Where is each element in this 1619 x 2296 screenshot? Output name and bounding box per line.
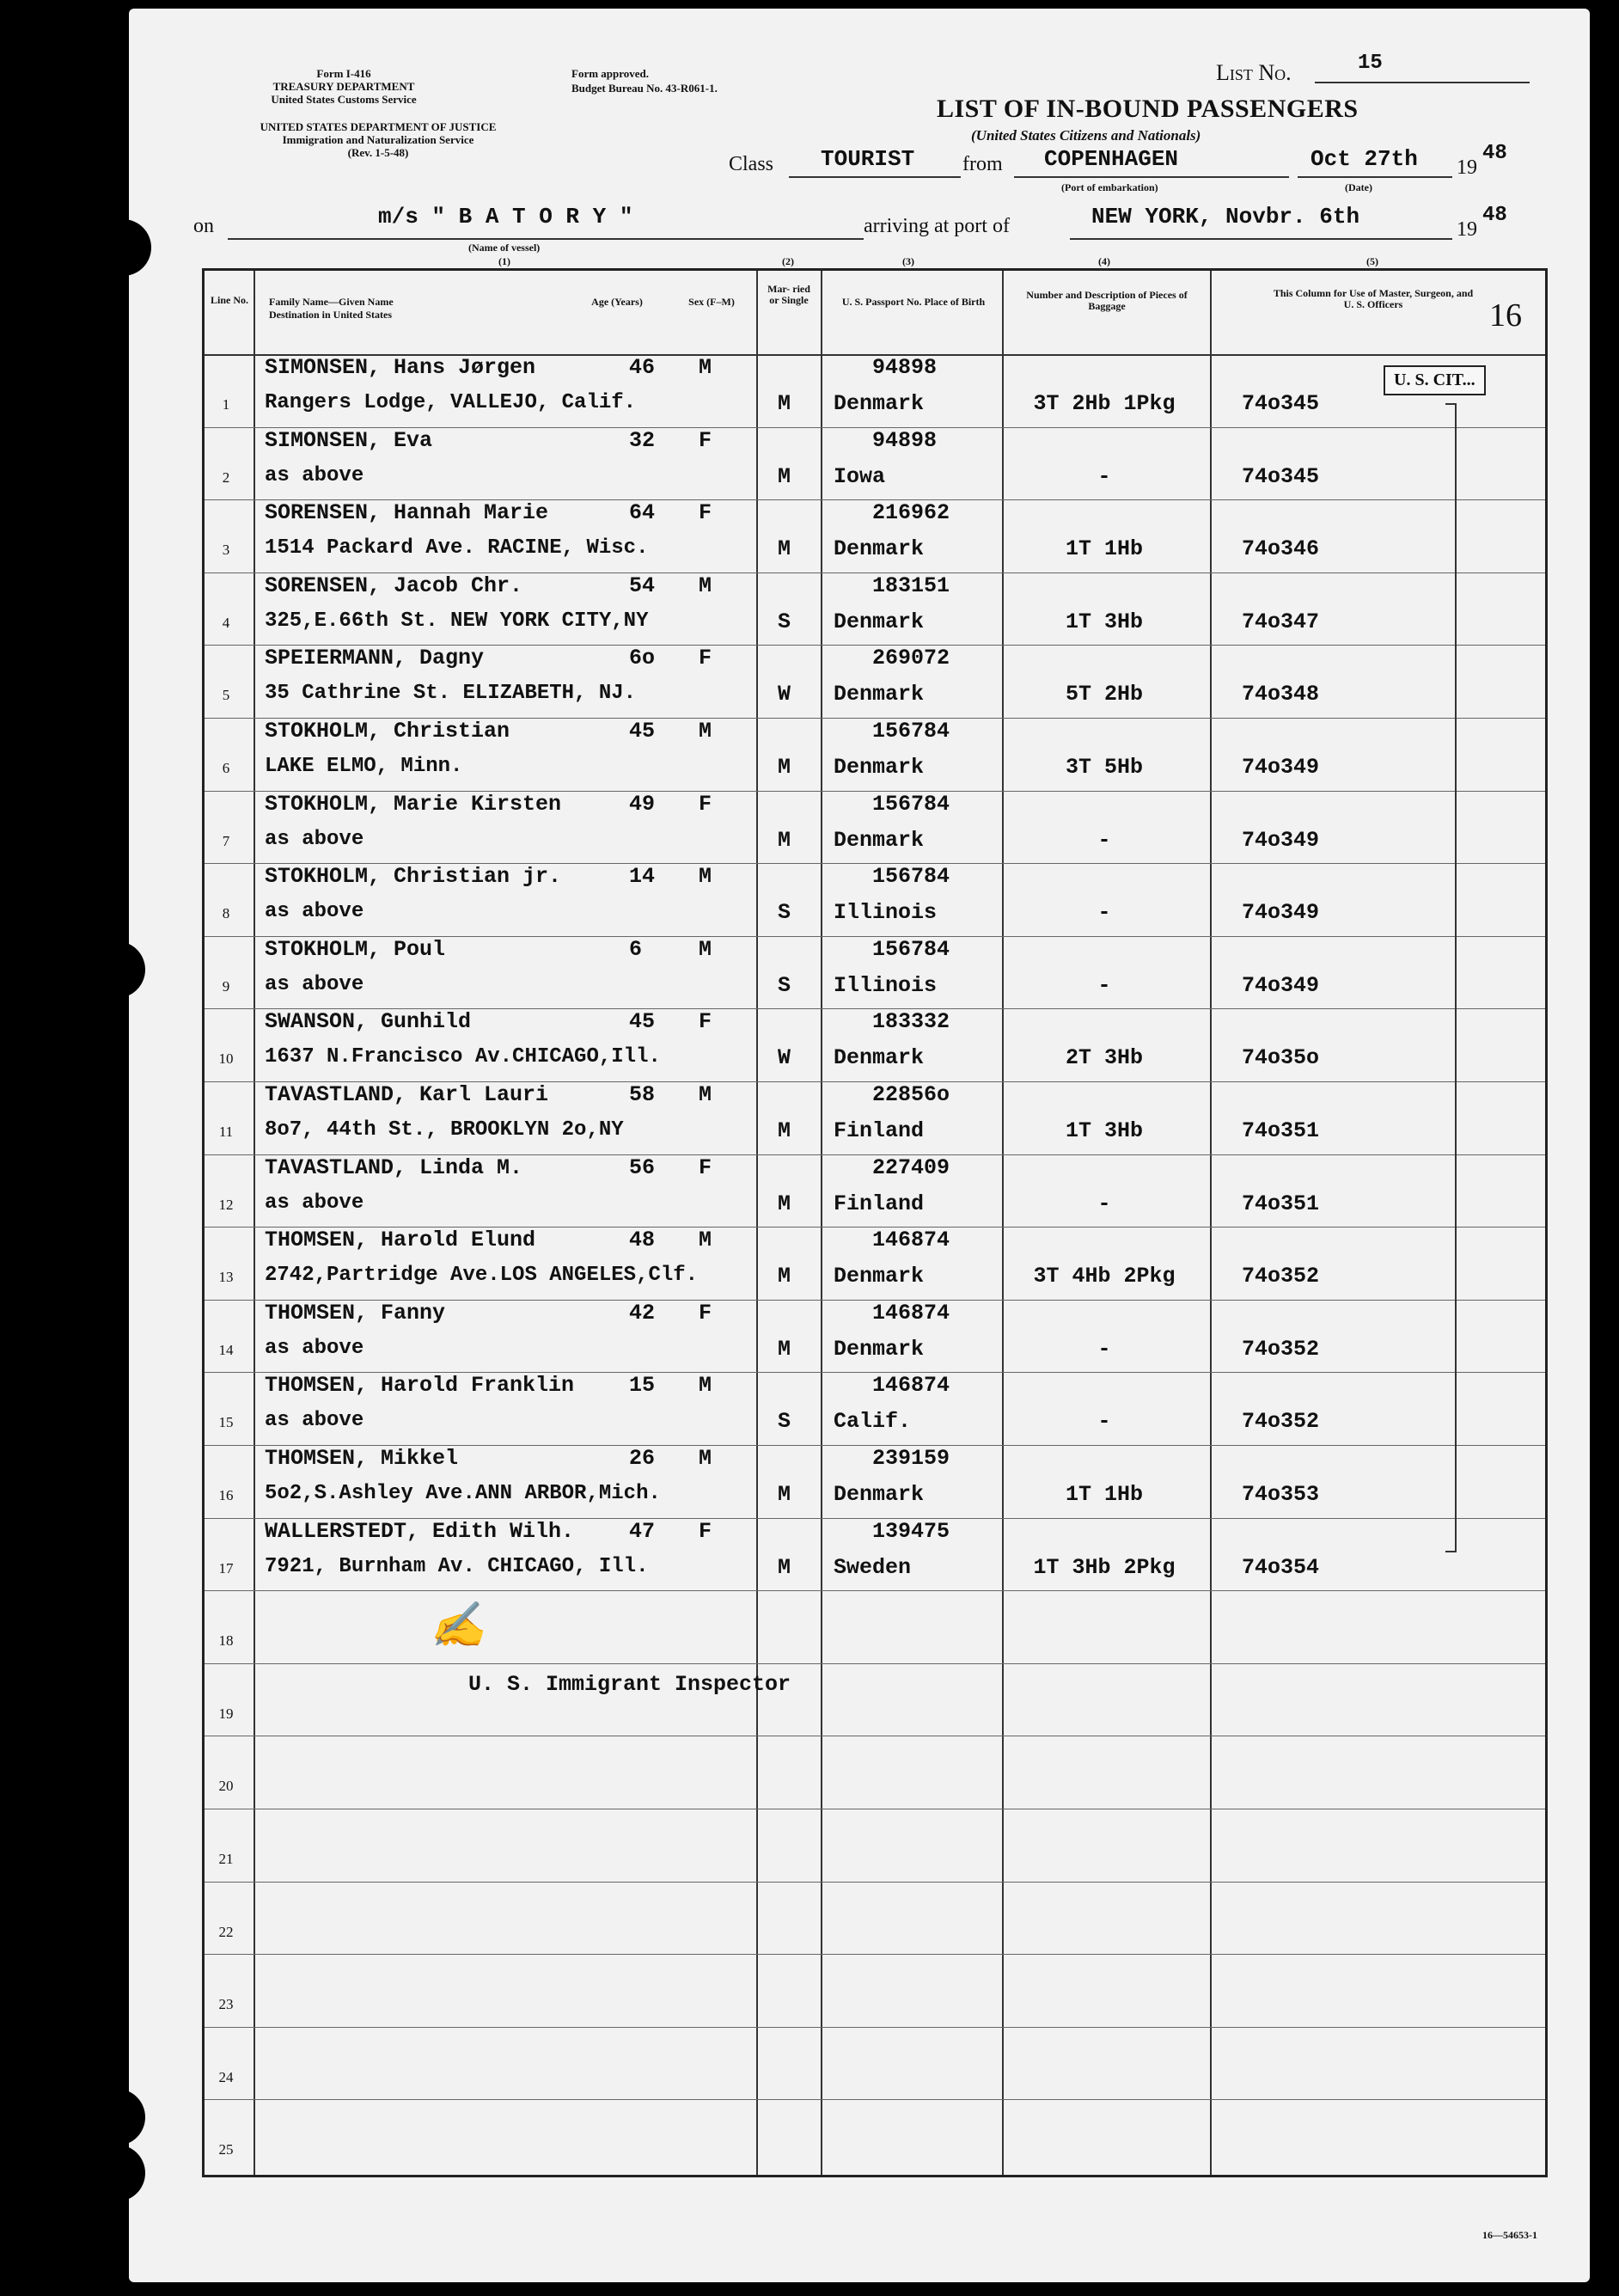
officer-code: 74o349: [1242, 827, 1320, 853]
line-number: 2: [222, 468, 230, 486]
officer-code: 74o352: [1242, 1409, 1320, 1435]
document-title: LIST OF IN-BOUND PASSENGERS: [937, 95, 1359, 123]
destination: 35 Cathrine St. ELIZABETH, NJ.: [265, 682, 637, 706]
marital-status: M: [778, 1264, 791, 1289]
marital-status: M: [778, 827, 791, 853]
marital-status: S: [778, 1409, 791, 1435]
line-number: 21: [218, 1851, 234, 1867]
baggage: 1T 1Hb: [1065, 536, 1143, 562]
marital-status: M: [778, 536, 791, 562]
officer-code: 74o345: [1242, 463, 1320, 489]
baggage: -: [1097, 463, 1111, 489]
year-prefix: 19: [1457, 156, 1477, 179]
marital-status: S: [778, 972, 791, 998]
officer-code: 74o349: [1242, 972, 1320, 998]
header-passport: U. S. Passport No. Place of Birth: [841, 296, 986, 308]
document-subtitle: (United States Citizens and Nationals): [971, 127, 1201, 144]
date-caption: (Date): [1345, 181, 1372, 193]
passport-number: 94898: [872, 427, 938, 453]
passenger-name: THOMSEN, Harold Franklin: [265, 1373, 575, 1399]
place-of-birth: Finland: [834, 1191, 925, 1216]
marital-status: M: [778, 1482, 791, 1507]
place-of-birth: Denmark: [834, 1264, 925, 1289]
line-number: 15: [218, 1414, 234, 1431]
place-of-birth: Illinois: [834, 900, 938, 926]
place-of-birth: Denmark: [834, 755, 925, 780]
officer-code: 74o345: [1242, 391, 1320, 416]
destination: as above: [265, 463, 364, 487]
inspector-signature: ✍: [430, 1600, 486, 1651]
place-of-birth: Denmark: [834, 1336, 925, 1362]
from-label: from: [962, 153, 1003, 175]
footer-code: 16—54653-1: [1482, 2229, 1537, 2241]
destination: as above: [265, 900, 364, 924]
passenger-age: 58: [629, 1082, 656, 1107]
baggage: -: [1097, 900, 1111, 926]
header-destination: Destination in United States: [269, 309, 393, 321]
col-4-number: (4): [1098, 255, 1110, 267]
passenger-sex: F: [699, 1518, 712, 1544]
passport-number: 156784: [872, 936, 950, 962]
marital-status: S: [778, 609, 791, 634]
passenger-name: STOKHOLM, Christian: [265, 719, 510, 744]
line-number: 1: [222, 396, 230, 413]
punch-hole: [89, 2089, 145, 2146]
passenger-age: 45: [629, 1009, 656, 1035]
line-number: 20: [218, 1778, 234, 1795]
baggage: 3T 4Hb 2Pkg: [1033, 1264, 1176, 1289]
header-age: Age (Years): [591, 296, 643, 308]
baggage: 1T 1Hb: [1065, 1482, 1143, 1507]
passenger-sex: F: [699, 646, 712, 671]
passport-number: 156784: [872, 791, 950, 817]
destination: LAKE ELMO, Minn.: [265, 755, 463, 778]
passenger-name: STOKHOLM, Poul: [265, 936, 446, 962]
passenger-name: WALLERSTEDT, Edith Wilh.: [265, 1518, 575, 1544]
class-label: Class: [729, 153, 774, 175]
on-label: on: [193, 215, 214, 237]
passport-number: 216962: [872, 500, 950, 526]
baggage: -: [1097, 1191, 1111, 1216]
page-number: 16: [1489, 297, 1522, 334]
passenger-name: THOMSEN, Fanny: [265, 1300, 446, 1326]
passenger-name: SIMONSEN, Hans Jørgen: [265, 355, 536, 380]
baggage: -: [1097, 1336, 1111, 1362]
line-number: 22: [218, 1923, 234, 1940]
passenger-age: 64: [629, 500, 656, 526]
col-5-number: (5): [1366, 255, 1378, 267]
marital-status: W: [778, 1045, 791, 1071]
passenger-sex: M: [699, 1228, 712, 1253]
line-number: 24: [218, 2068, 234, 2085]
officer-code: 74o353: [1242, 1482, 1320, 1507]
passenger-name: TAVASTLAND, Karl Lauri: [265, 1082, 549, 1107]
passenger-age: 45: [629, 719, 656, 744]
marital-status: M: [778, 755, 791, 780]
inspector-title: U. S. Immigrant Inspector: [468, 1672, 791, 1697]
destination: 8o7, 44th St., BROOKLYN 2o,NY: [265, 1118, 624, 1142]
destination: 7921, Burnham Av. CHICAGO, Ill.: [265, 1554, 649, 1578]
passenger-name: SORENSEN, Hannah Marie: [265, 500, 549, 526]
passenger-age: 48: [629, 1228, 656, 1253]
passenger-sex: M: [699, 355, 712, 380]
passport-number: 94898: [872, 355, 938, 380]
officer-code: 74o35o: [1242, 1045, 1320, 1071]
passenger-age: 42: [629, 1300, 656, 1326]
departure-year: 48: [1482, 142, 1507, 165]
punch-hole: [89, 941, 145, 998]
marital-status: M: [778, 1118, 791, 1143]
line-number: 16: [218, 1487, 234, 1503]
officer-code: 74o347: [1242, 609, 1320, 634]
line-number: 23: [218, 1996, 234, 2013]
header-officers: This Column for Use of Master, Surgeon, and U. S. Officers: [1273, 287, 1474, 310]
col-3-number: (3): [902, 255, 914, 267]
treasury-department: TREASURY DEPARTMENT: [272, 80, 415, 93]
place-of-birth: Illinois: [834, 972, 938, 998]
line-number: 25: [218, 2141, 234, 2158]
place-of-birth: Denmark: [834, 682, 925, 707]
place-of-birth: Denmark: [834, 536, 925, 562]
check-bracket-line: [1444, 387, 1461, 1556]
destination: 325,E.66th St. NEW YORK CITY,NY: [265, 609, 649, 633]
line-number: 7: [222, 832, 230, 849]
place-of-birth: Denmark: [834, 1482, 925, 1507]
place-of-birth: Sweden: [834, 1554, 912, 1580]
destination: as above: [265, 827, 364, 851]
header-line-no: Line No.: [210, 294, 248, 306]
arrival-port-date: NEW YORK, Novbr. 6th: [1091, 204, 1360, 230]
line-number: 17: [218, 1559, 234, 1577]
list-no-value: 15: [1358, 52, 1383, 75]
destination: as above: [265, 1409, 364, 1433]
passport-number: 156784: [872, 864, 950, 890]
marital-status: M: [778, 1336, 791, 1362]
line-number: 9: [222, 977, 230, 995]
passport-number: 183151: [872, 572, 950, 598]
officer-code: 74o352: [1242, 1336, 1320, 1362]
punch-hole: [89, 2145, 145, 2201]
line-number: 3: [222, 542, 230, 559]
line-number: 8: [222, 905, 230, 922]
baggage: 2T 3Hb: [1065, 1045, 1143, 1071]
departure-date: Oct 27th: [1310, 146, 1418, 172]
passport-number: 183332: [872, 1009, 950, 1035]
list-no-label: List No.: [1216, 60, 1292, 85]
line-number: 4: [222, 614, 230, 631]
header-sex: Sex (F–M): [688, 296, 735, 308]
passenger-age: 46: [629, 355, 656, 380]
arriving-label: arriving at port of: [864, 215, 1010, 237]
destination: 2742,Partridge Ave.LOS ANGELES,Clf.: [265, 1264, 699, 1288]
passenger-name: SIMONSEN, Eva: [265, 427, 433, 453]
vessel-name: m/s " B A T O R Y ": [378, 204, 633, 230]
passenger-age: 49: [629, 791, 656, 817]
officer-code: 74o354: [1242, 1554, 1320, 1580]
line-number: 11: [218, 1124, 234, 1140]
passenger-name: SPEIERMANN, Dagny: [265, 646, 485, 671]
baggage: 5T 2Hb: [1065, 682, 1143, 707]
passenger-sex: F: [699, 500, 712, 526]
line-number: 19: [218, 1705, 234, 1722]
passport-number: 227409: [872, 1154, 950, 1180]
place-of-birth: Denmark: [834, 391, 925, 416]
line-number: 10: [218, 1050, 234, 1068]
form-approved: Form approved.: [571, 67, 650, 80]
header-married: Mar- ried or Single: [767, 283, 810, 306]
officer-code: 74o349: [1242, 900, 1320, 926]
baggage: 3T 5Hb: [1065, 755, 1143, 780]
baggage: -: [1097, 1409, 1111, 1435]
revision: (Rev. 1-5-48): [347, 146, 409, 159]
officer-code: 74o346: [1242, 536, 1320, 562]
destination: as above: [265, 972, 364, 996]
passenger-age: 32: [629, 427, 656, 453]
passport-number: 139475: [872, 1518, 950, 1544]
line-number: 5: [222, 687, 230, 704]
passenger-name: SORENSEN, Jacob Chr.: [265, 572, 523, 598]
place-of-birth: Finland: [834, 1118, 925, 1143]
destination: 1514 Packard Ave. RACINE, Wisc.: [265, 536, 649, 560]
passenger-sex: M: [699, 936, 712, 962]
immigration-service: Immigration and Naturalization Service: [282, 133, 474, 146]
line-number: 6: [222, 760, 230, 776]
passenger-age: 6: [629, 936, 643, 962]
place-of-birth: Denmark: [834, 827, 925, 853]
passenger-age: 56: [629, 1154, 656, 1180]
officer-code: 74o351: [1242, 1191, 1320, 1216]
passenger-sex: M: [699, 1082, 712, 1107]
passenger-age: 47: [629, 1518, 656, 1544]
passport-number: 269072: [872, 646, 950, 671]
officer-code: 74o351: [1242, 1118, 1320, 1143]
passenger-sex: M: [699, 719, 712, 744]
baggage: -: [1097, 972, 1111, 998]
destination: as above: [265, 1336, 364, 1360]
officer-code: 74o348: [1242, 682, 1320, 707]
passenger-sex: F: [699, 791, 712, 817]
passenger-age: 54: [629, 572, 656, 598]
baggage: 1T 3Hb: [1065, 1118, 1143, 1143]
vessel-caption: (Name of vessel): [468, 242, 541, 254]
header-name: Family Name—Given Name: [269, 296, 394, 308]
passport-number: 146874: [872, 1373, 950, 1399]
us-citizen-stamp: U. S. CIT...: [1384, 365, 1486, 395]
baggage: 1T 3Hb: [1065, 609, 1143, 634]
baggage: 1T 3Hb 2Pkg: [1033, 1554, 1176, 1580]
passenger-sex: F: [699, 1300, 712, 1326]
passport-number: 22856o: [872, 1082, 950, 1107]
embarkation-port: COPENHAGEN: [1044, 146, 1179, 172]
line-number: 18: [218, 1632, 234, 1650]
passenger-sex: F: [699, 427, 712, 453]
col-1-number: (1): [498, 255, 510, 267]
class-value: TOURIST: [821, 146, 915, 172]
passport-number: 156784: [872, 719, 950, 744]
passenger-age: 6o: [629, 646, 656, 671]
form-number: Form I-416: [316, 67, 371, 80]
passenger-name: TAVASTLAND, Linda M.: [265, 1154, 523, 1180]
passenger-age: 26: [629, 1446, 656, 1471]
line-number: 13: [218, 1269, 234, 1286]
place-of-birth: Denmark: [834, 1045, 925, 1071]
justice-department: UNITED STATES DEPARTMENT OF JUSTICE: [260, 120, 497, 133]
year-prefix-2: 19: [1457, 218, 1477, 241]
baggage: 3T 2Hb 1Pkg: [1033, 391, 1176, 416]
passenger-sex: F: [699, 1154, 712, 1180]
passenger-sex: M: [699, 864, 712, 890]
passenger-name: THOMSEN, Mikkel: [265, 1446, 459, 1471]
passport-number: 146874: [872, 1228, 950, 1253]
destination: 5o2,S.Ashley Ave.ANN ARBOR,Mich.: [265, 1482, 661, 1505]
passenger-sex: M: [699, 1373, 712, 1399]
marital-status: M: [778, 391, 791, 416]
passport-number: 239159: [872, 1446, 950, 1471]
line-number: 14: [218, 1341, 234, 1358]
officer-code: 74o352: [1242, 1264, 1320, 1289]
destination: Rangers Lodge, VALLEJO, Calif.: [265, 391, 637, 414]
customs-service: United States Customs Service: [271, 93, 417, 106]
passenger-age: 15: [629, 1373, 656, 1399]
passenger-name: STOKHOLM, Marie Kirsten: [265, 791, 562, 817]
budget-bureau: Budget Bureau No. 43-R061-1.: [571, 82, 718, 95]
destination: 1637 N.Francisco Av.CHICAGO,Ill.: [265, 1045, 661, 1069]
marital-status: W: [778, 682, 791, 707]
place-of-birth: Iowa: [834, 463, 886, 489]
officer-code: 74o349: [1242, 755, 1320, 780]
port-caption: (Port of embarkation): [1061, 181, 1158, 193]
passenger-age: 14: [629, 864, 656, 890]
marital-status: M: [778, 1191, 791, 1216]
header-baggage: Number and Description of Pieces of Baggage: [1026, 289, 1188, 312]
arrival-year: 48: [1482, 204, 1507, 227]
col-2-number: (2): [782, 255, 794, 267]
passenger-sex: M: [699, 1446, 712, 1471]
marital-status: S: [778, 900, 791, 926]
passenger-sex: M: [699, 572, 712, 598]
place-of-birth: Calif.: [834, 1409, 912, 1435]
passenger-name: SWANSON, Gunhild: [265, 1009, 472, 1035]
punch-hole: [73, 258, 107, 292]
passenger-name: STOKHOLM, Christian jr.: [265, 864, 562, 890]
marital-status: M: [778, 463, 791, 489]
marital-status: M: [778, 1554, 791, 1580]
destination: as above: [265, 1191, 364, 1215]
place-of-birth: Denmark: [834, 609, 925, 634]
passport-number: 146874: [872, 1300, 950, 1326]
line-number: 12: [218, 1196, 234, 1213]
passenger-name: THOMSEN, Harold Elund: [265, 1228, 536, 1253]
baggage: -: [1097, 827, 1111, 853]
passenger-sex: F: [699, 1009, 712, 1035]
